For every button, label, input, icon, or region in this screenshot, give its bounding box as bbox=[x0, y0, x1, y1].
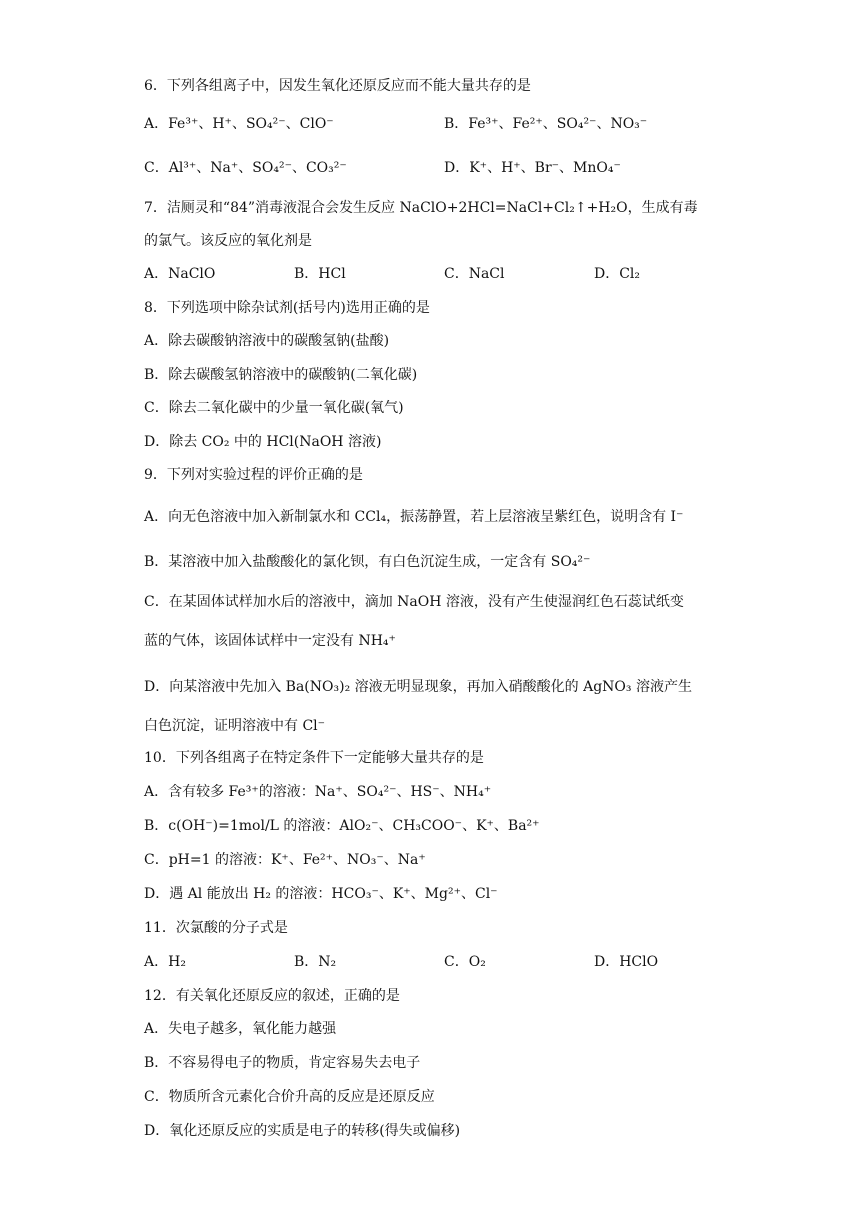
q10-option-d: D．遇 Al 能放出 H₂ 的溶液：HCO₃⁻、K⁺、Mg²⁺、Cl⁻ bbox=[144, 886, 498, 902]
q9-option-d-line1: D．向某溶液中先加入 Ba(NO₃)₂ 溶液无明显现象，再加入硝酸酸化的 AgNO₃ 溶液产生 bbox=[144, 679, 692, 695]
q6-option-c: C．Al³⁺、Na⁺、SO₄²⁻、CO₃²⁻ bbox=[144, 160, 347, 176]
q12-option-d: D．氧化还原反应的实质是电子的转移(得失或偏移) bbox=[144, 1123, 461, 1139]
q11-option-a: A．H₂ bbox=[144, 954, 186, 970]
q8-stem: 8．下列选项中除杂试剂(括号内)选用正确的是 bbox=[144, 300, 430, 316]
q7-option-b: B．HCl bbox=[294, 266, 346, 282]
q11-option-b: B．N₂ bbox=[294, 954, 337, 970]
q8-option-a: A．除去碳酸钠溶液中的碳酸氢钠(盐酸) bbox=[144, 333, 390, 349]
q10-option-a: A．含有较多 Fe³⁺的溶液：Na⁺、SO₄²⁻、HS⁻、NH₄⁺ bbox=[144, 784, 492, 800]
q11-stem: 11．次氯酸的分子式是 bbox=[144, 920, 288, 936]
q8-option-d: D．除去 CO₂ 中的 HCl(NaOH 溶液) bbox=[144, 434, 382, 450]
q8-option-b: B．除去碳酸氢钠溶液中的碳酸钠(二氧化碳) bbox=[144, 367, 418, 383]
q9-stem: 9．下列对实验过程的评价正确的是 bbox=[144, 467, 363, 483]
q7-option-a: A．NaClO bbox=[144, 266, 216, 282]
q7-stem-line1: 7．洁厕灵和“84”消毒液混合会发生反应 NaClO+2HCl=NaCl+Cl₂↑+H₂O，生成有毒 bbox=[144, 200, 698, 216]
q6-option-a: A．Fe³⁺、H⁺、SO₄²⁻、ClO⁻ bbox=[144, 116, 334, 132]
q12-option-c: C．物质所含元素化合价升高的反应是还原反应 bbox=[144, 1089, 435, 1105]
q7-option-c: C．NaCl bbox=[444, 266, 505, 282]
q9-option-c-line1: C．在某固体试样加水后的溶液中，滴加 NaOH 溶液，没有产生使湿润红色石蕊试纸变 bbox=[144, 594, 684, 610]
q7-option-d: D．Cl₂ bbox=[594, 266, 641, 282]
q11-option-d: D．HClO bbox=[594, 954, 659, 970]
q9-option-b: B．某溶液中加入盐酸酸化的氯化钡，有白色沉淀生成，一定含有 SO₄²⁻ bbox=[144, 554, 591, 570]
q12-stem: 12．有关氧化还原反应的叙述，正确的是 bbox=[144, 988, 400, 1004]
q10-option-b: B．c(OH⁻)=1mol/L 的溶液：AlO₂⁻、CH₃COO⁻、K⁺、Ba²⁺ bbox=[144, 818, 540, 834]
q6-stem: 6．下列各组离子中，因发生氧化还原反应而不能大量共存的是 bbox=[144, 78, 531, 94]
q9-option-d-line2: 白色沉淀，证明溶液中有 Cl⁻ bbox=[144, 718, 326, 734]
q12-option-b: B．不容易得电子的物质，肯定容易失去电子 bbox=[144, 1055, 421, 1071]
q9-option-c-line2: 蓝的气体，该固体试样中一定没有 NH₄⁺ bbox=[144, 633, 396, 649]
q12-option-a: A．失电子越多，氧化能力越强 bbox=[144, 1021, 337, 1037]
q8-option-c: C．除去二氧化碳中的少量一氧化碳(氧气) bbox=[144, 400, 404, 416]
q6-option-d: D．K⁺、H⁺、Br⁻、MnO₄⁻ bbox=[444, 160, 621, 176]
q9-option-a: A．向无色溶液中加入新制氯水和 CCl₄，振荡静置，若上层溶液呈紫红色，说明含有 I⁻ bbox=[144, 509, 684, 525]
q6-option-b: B．Fe³⁺、Fe²⁺、SO₄²⁻、NO₃⁻ bbox=[444, 116, 648, 132]
q10-stem: 10．下列各组离子在特定条件下一定能够大量共存的是 bbox=[144, 750, 484, 766]
q7-stem-line2: 的氯气。该反应的氧化剂是 bbox=[144, 233, 312, 249]
q11-option-c: C．O₂ bbox=[444, 954, 486, 970]
q10-option-c: C．pH=1 的溶液：K⁺、Fe²⁺、NO₃⁻、Na⁺ bbox=[144, 852, 426, 868]
